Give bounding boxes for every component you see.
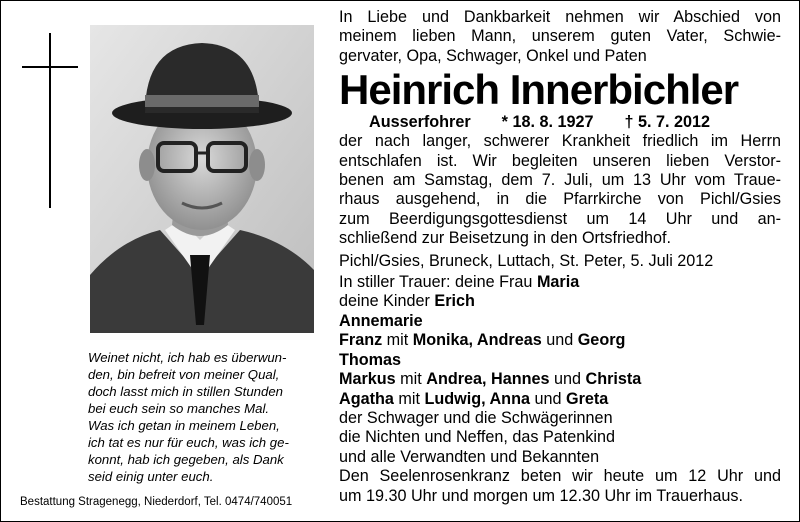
child-name: Franz (339, 331, 383, 350)
connector: und (529, 389, 566, 408)
family-line (339, 390, 781, 409)
family-names: Monika, Andreas (412, 331, 542, 350)
connector: mit (393, 389, 425, 408)
child-name: Erich (434, 292, 475, 311)
poem-line: den, bin befreit von meiner Qual, (88, 367, 280, 382)
children-label: deine Kinder (339, 292, 435, 311)
portrait-photo (90, 25, 314, 333)
rosary-line: um 19.30 Uhr und morgen um 12.30 Uhr im Trauerhaus. (339, 486, 743, 505)
connector: und (549, 370, 586, 389)
intro-line: In Liebe und Dankbarkeit nehmen wir Abschied von (339, 8, 781, 26)
poem-line: ich tat es nur für euch, was ich ge- (88, 435, 289, 450)
connector: mit (382, 331, 413, 350)
mourners-intro-text: In stiller Trauer: deine Frau (339, 273, 537, 292)
body-line: zum Beerdigungsgottesdienst um 14 Uhr und an- (339, 209, 781, 228)
poem-line: konnt, hab ich gegeben, als Dank (88, 452, 284, 467)
wife-name: Maria (536, 273, 580, 292)
child-name: Markus (339, 370, 396, 389)
relatives-line: die Nichten und Neffen, das Patenkind (339, 428, 615, 447)
rosary-line: Den Seelenrosenkranz beten wir heute um 12 Uhr und (339, 467, 781, 486)
child-name: Thomas (339, 350, 402, 369)
child-name: Annemarie (339, 311, 423, 330)
family-names: Christa (585, 370, 642, 389)
relatives-line: der Schwager und die Schwägerinnen (339, 408, 613, 427)
family-names: Ludwig, Anna (424, 389, 530, 408)
mourners-intro (339, 273, 781, 292)
relatives-line: und alle Verwandten und Bekannten (339, 447, 600, 466)
connector: und (541, 331, 578, 350)
nickname: Ausserfohrer (369, 113, 471, 132)
family-names: Georg (577, 331, 626, 350)
body-line: schließend zur Beisetzung in den Ortsfriedhof. (339, 229, 672, 248)
obituary-text (339, 8, 781, 506)
death-date: † 5. 7. 2012 (624, 113, 710, 132)
poem-line: doch lasst mich in stillen Stunden (88, 384, 283, 399)
life-dates (339, 112, 781, 132)
birth-date: * 18. 8. 1927 (501, 113, 594, 132)
poem-line: Was ich getan in meinem Leben, (88, 418, 280, 433)
body-line: entschlafen ist. Wir begleiten unseren lieben Verstor- (339, 151, 781, 170)
poem-line: seid einig unter euch. (88, 469, 214, 484)
child-name: Agatha (339, 389, 394, 408)
cross-vertical-bar (49, 33, 51, 208)
poem-line: Weinet nicht, ich hab es überwun- (88, 350, 287, 365)
memorial-poem (88, 349, 320, 485)
family-names: Andrea, Hannes (426, 370, 550, 389)
poem-line: bei euch sein so manches Mal. (88, 401, 270, 416)
funeral-home-footer: Bestattung Stragenegg, Niederdorf, Tel. 0474/740051 (20, 496, 293, 508)
cross-horizontal-bar (22, 66, 78, 68)
family-names: Greta (565, 389, 609, 408)
deceased-name: Heinrich Innerbichler (339, 66, 739, 114)
connector: mit (395, 370, 427, 389)
body-line: rhaus ausgehend, in die Pfarrkirche von Pichl/Gsies (339, 190, 781, 209)
body-line: der nach langer, schwerer Krankheit friedlich im Herrn (339, 132, 781, 151)
place-date: Pichl/Gsies, Bruneck, Luttach, St. Peter, 5. Juli 2012 (339, 251, 714, 270)
intro-line: meinem lieben Mann, unserem guten Vater, Schwie- (339, 27, 781, 46)
intro-line: gervater, Opa, Schwager, Onkel und Paten (339, 46, 647, 65)
family-line (339, 370, 781, 389)
body-line: benen am Samstag, dem 7. Juli, um 13 Uhr vom Traue- (339, 171, 781, 190)
portrait-illustration (90, 25, 314, 333)
children-line (339, 292, 781, 311)
family-line (339, 331, 781, 350)
